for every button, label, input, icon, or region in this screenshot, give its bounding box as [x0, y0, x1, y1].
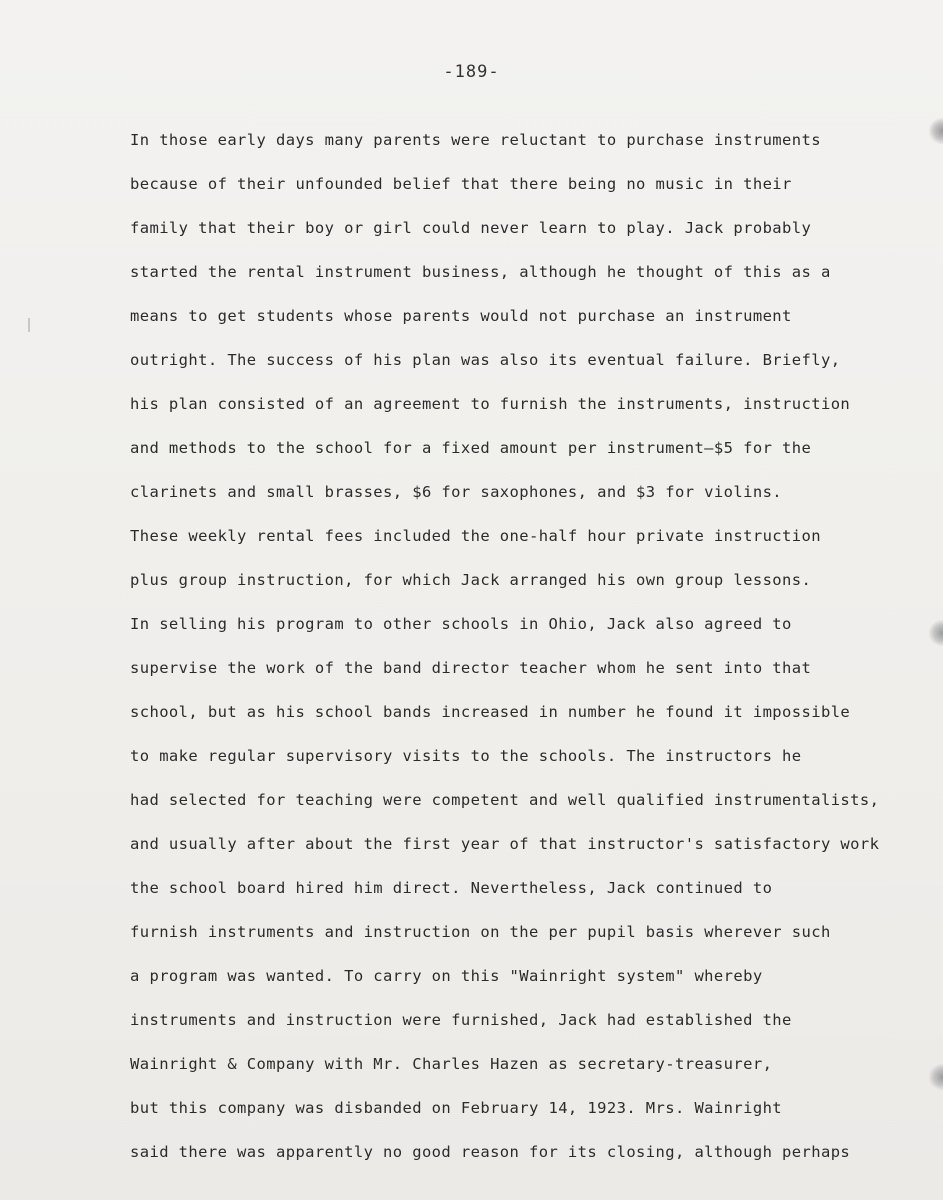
body-text: [130, 126, 890, 1182]
text-line: supervise the work of the band director teacher whom he sent into that: [130, 659, 812, 677]
text-line: his plan consisted of an agreement to furnish the instruments, instruction: [130, 395, 851, 413]
text-line: but this company was disbanded on February 14, 1923. Mrs. Wainright: [130, 1099, 783, 1117]
text-line: outright. The success of his plan was also its eventual failure. Briefly,: [130, 351, 841, 369]
text-line: In selling his program to other schools in Ohio, Jack also agreed to: [130, 615, 792, 633]
binder-hole-mark: [929, 1064, 943, 1090]
text-line: These weekly rental fees included the one-half hour private instruction: [130, 527, 821, 545]
page-number: -189-: [443, 62, 500, 82]
text-line: started the rental instrument business, although he thought of this as a: [130, 263, 831, 281]
text-line: means to get students whose parents would not purchase an instrument: [130, 307, 792, 325]
text-line: furnish instruments and instruction on the per pupil basis wherever such: [130, 923, 831, 941]
scan-artifact: [28, 318, 30, 332]
binder-hole-mark: [929, 118, 943, 144]
text-line: plus group instruction, for which Jack arranged his own group lessons.: [130, 571, 812, 589]
text-line: because of their unfounded belief that there being no music in their: [130, 175, 792, 193]
text-line: the school board hired him direct. Nevertheless, Jack continued to: [130, 879, 773, 897]
binder-hole-mark: [929, 620, 943, 646]
text-line: school, but as his school bands increased in number he found it impossible: [130, 703, 851, 721]
text-line: to make regular supervisory visits to the schools. The instructors he: [130, 747, 802, 765]
text-line: In those early days many parents were reluctant to purchase instruments: [130, 131, 821, 149]
text-line: instruments and instruction were furnished, Jack had established the: [130, 1011, 792, 1029]
text-line: said there was apparently no good reason for its closing, although perhaps: [130, 1143, 851, 1161]
text-line: had selected for teaching were competent and well qualified instrumentalists,: [130, 791, 880, 809]
text-line: and usually after about the first year of that instructor's satisfactory work: [130, 835, 880, 853]
text-line: family that their boy or girl could never learn to play. Jack probably: [130, 219, 812, 237]
text-line: a program was wanted. To carry on this "Wainright system" whereby: [130, 967, 763, 985]
text-line: and methods to the school for a fixed amount per instrument—$5 for the: [130, 439, 812, 457]
text-line: clarinets and small brasses, $6 for saxophones, and $3 for violins.: [130, 483, 783, 501]
text-line: Wainright & Company with Mr. Charles Hazen as secretary-treasurer,: [130, 1055, 773, 1073]
